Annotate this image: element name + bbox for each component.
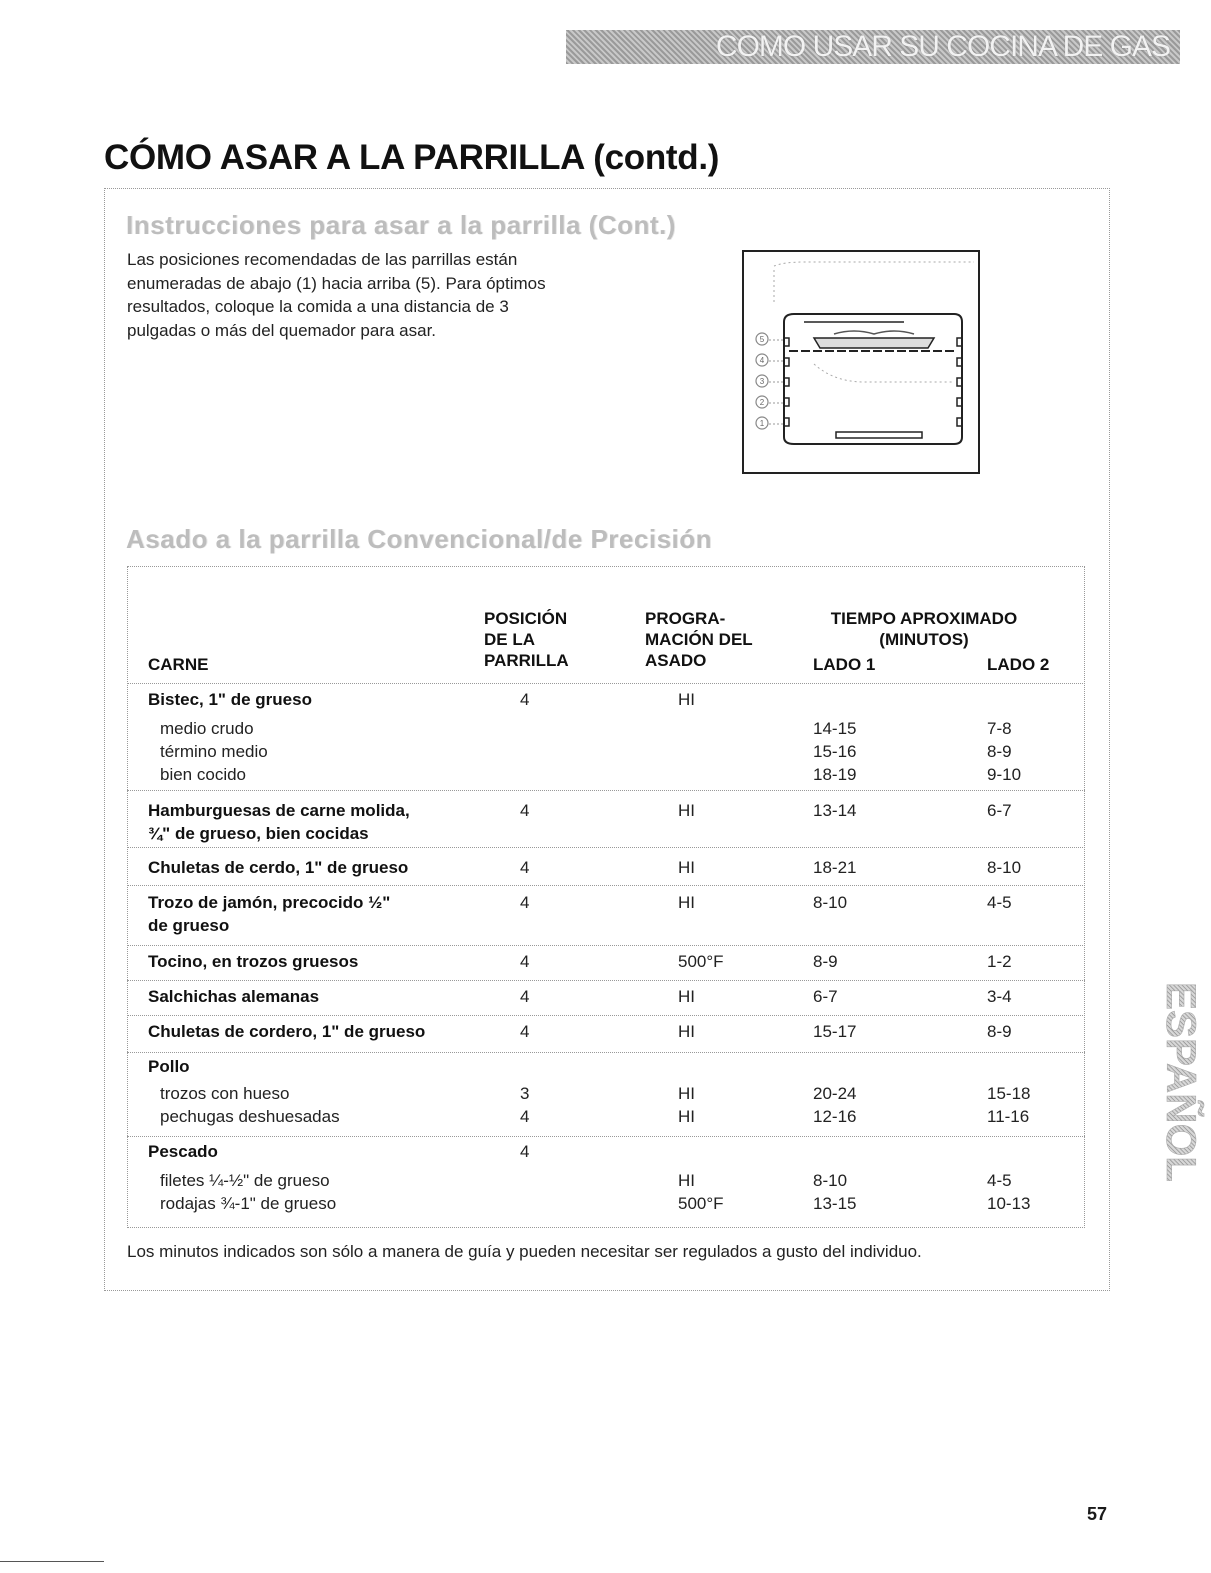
- side1-time: 15-17: [813, 1022, 857, 1041]
- intro-line: resultados, coloque la comida a una distancia de 3: [127, 297, 509, 316]
- rack-position: 4: [520, 801, 530, 820]
- page-title: CÓMO ASAR A LA PARRILLA (contd.): [104, 138, 720, 177]
- meat-name-line2: de grueso: [148, 916, 230, 935]
- header-line: POSICIÓN: [484, 609, 568, 628]
- side1-time: 6-7: [813, 987, 838, 1006]
- side-tab-label: ESPAÑOL: [1158, 982, 1205, 1182]
- column-header-meat: CARNE: [148, 655, 209, 674]
- broil-setting: HI: [678, 1171, 695, 1190]
- header-line: (MINUTOS): [879, 630, 969, 649]
- rack-position: 3: [520, 1084, 530, 1103]
- side1-time: 8-10: [813, 1171, 848, 1190]
- meat-name: Hamburguesas de carne molida,: [148, 801, 410, 820]
- side1-time: 8-9: [813, 952, 838, 971]
- intro-paragraph: [127, 248, 637, 342]
- table-row: [127, 683, 1085, 791]
- intro-line: pulgadas o más del quemador para asar.: [127, 320, 437, 340]
- side2-time: 15-18: [987, 1084, 1031, 1103]
- rack-number: 5: [759, 335, 765, 344]
- side2-time: 9-10: [987, 765, 1022, 784]
- side2-time: 11-16: [987, 1107, 1030, 1126]
- side2-time: 4-5: [987, 893, 1012, 912]
- column-header-time: [813, 608, 1035, 650]
- rack-position: 4: [520, 858, 530, 877]
- rack-position: 4: [520, 1142, 530, 1161]
- side2-time: 8-9: [987, 1022, 1012, 1041]
- header-line: ASADO: [645, 651, 707, 670]
- rack-position: 4: [520, 893, 530, 912]
- table-row: [127, 790, 1085, 848]
- sub-item: medio crudo: [160, 719, 254, 738]
- sub-item: término medio: [160, 742, 268, 761]
- side2-time: 1-2: [987, 952, 1012, 971]
- section-banner: COMO USAR SU COCINA DE GAS: [566, 30, 1180, 64]
- header-line: TIEMPO APROXIMADO: [830, 609, 1018, 628]
- rack-number: 3: [759, 377, 765, 386]
- rack-position: 4: [520, 987, 530, 1006]
- sub-item: bien cocido: [160, 765, 247, 784]
- rack-number: 4: [759, 356, 765, 365]
- rack-position: 4: [520, 1107, 530, 1126]
- side2-time: 8-9: [987, 742, 1012, 761]
- broil-setting: 500°F: [678, 952, 724, 971]
- header-line: PARRILLA: [484, 651, 569, 670]
- side1-time: 13-15: [813, 1194, 857, 1213]
- side2-time: 6-7: [987, 801, 1012, 820]
- side1-time: 14-15: [813, 719, 857, 738]
- intro-line: Las posiciones recomendadas de las parrillas están: [127, 250, 518, 269]
- meat-name: Pescado: [148, 1142, 218, 1161]
- table-row: [127, 1015, 1085, 1053]
- meat-name: Chuletas de cordero, 1" de grueso: [148, 1022, 426, 1041]
- language-side-tab: [1148, 980, 1205, 1202]
- rack-position: 4: [520, 690, 530, 709]
- oven-illustration: [744, 252, 978, 472]
- side1-time: 13-14: [813, 801, 857, 820]
- meat-name: Chuletas de cerdo, 1" de grueso: [148, 858, 409, 877]
- intro-line: enumeradas de abajo (1) hacia arriba (5). Para óptimos: [127, 273, 546, 293]
- meat-name: Trozo de jamón, precocido ½": [148, 893, 391, 912]
- sub-item: filetes ¼-½" de grueso: [160, 1171, 330, 1190]
- side1-time: 15-16: [813, 742, 857, 761]
- rack-number: 1: [759, 419, 765, 428]
- header-line: PROGRA-: [645, 609, 726, 628]
- sub-item: trozos con hueso: [160, 1084, 290, 1103]
- instructions-heading: Instrucciones para asar a la parrilla (Cont.): [126, 210, 676, 240]
- sub-item: rodajas ¾-1" de grueso: [160, 1194, 337, 1213]
- table-row: [127, 1052, 1085, 1137]
- broil-setting: HI: [678, 1084, 695, 1103]
- broil-setting: HI: [678, 1022, 695, 1041]
- footer-rule: [0, 1561, 104, 1562]
- meat-name: Bistec, 1" de grueso: [148, 690, 312, 709]
- sub-item: pechugas deshuesadas: [160, 1107, 340, 1126]
- table-row: [127, 945, 1085, 981]
- column-header-side1: LADO 1: [813, 655, 876, 674]
- side1-time: 8-10: [813, 893, 848, 912]
- page-number: 57: [1087, 1504, 1108, 1524]
- rack-position: 4: [520, 952, 530, 971]
- side2-time: 3-4: [987, 987, 1012, 1006]
- meat-name-line2: ¾" de grueso, bien cocidas: [148, 824, 369, 843]
- broil-setting: HI: [678, 690, 695, 709]
- table-row: [127, 847, 1085, 886]
- broil-setting: HI: [678, 858, 695, 877]
- broil-setting: 500°F: [678, 1194, 724, 1213]
- side2-time: 8-10: [987, 858, 1022, 877]
- side1-time: 18-19: [813, 765, 857, 784]
- broil-setting: HI: [678, 801, 695, 820]
- side2-time: 10-13: [987, 1194, 1031, 1213]
- column-header-side2: LADO 2: [987, 655, 1050, 674]
- oven-rack-diagram: [742, 250, 980, 474]
- side-tab-text: [1148, 980, 1205, 1202]
- column-header-setting: [645, 608, 753, 671]
- column-header-position: [484, 608, 569, 671]
- header-line: DE LA: [484, 630, 535, 649]
- table-footnote: Los minutos indicados son sólo a manera de guía y pueden necesitar ser regulados a gusto del individuo.: [127, 1242, 922, 1261]
- rack-position: 4: [520, 1022, 530, 1041]
- table-row: [127, 1136, 1085, 1227]
- broil-setting: HI: [678, 987, 695, 1006]
- broil-table-heading: Asado a la parrilla Convencional/de Precisión: [126, 524, 713, 554]
- side1-time: 20-24: [813, 1084, 857, 1103]
- side2-time: 7-8: [987, 719, 1012, 738]
- meat-name: Salchichas alemanas: [148, 987, 320, 1006]
- rack-number: 2: [759, 398, 765, 407]
- broil-setting: HI: [678, 893, 695, 912]
- broil-setting: HI: [678, 1107, 695, 1126]
- side1-time: 12-16: [813, 1107, 857, 1126]
- side2-time: 4-5: [987, 1171, 1012, 1190]
- header-line: MACIÓN DEL: [645, 630, 753, 649]
- meat-name: Tocino, en trozos gruesos: [148, 952, 359, 971]
- table-row: [127, 885, 1085, 946]
- side1-time: 18-21: [813, 858, 857, 877]
- table-row: [127, 980, 1085, 1016]
- meat-name: Pollo: [148, 1057, 190, 1076]
